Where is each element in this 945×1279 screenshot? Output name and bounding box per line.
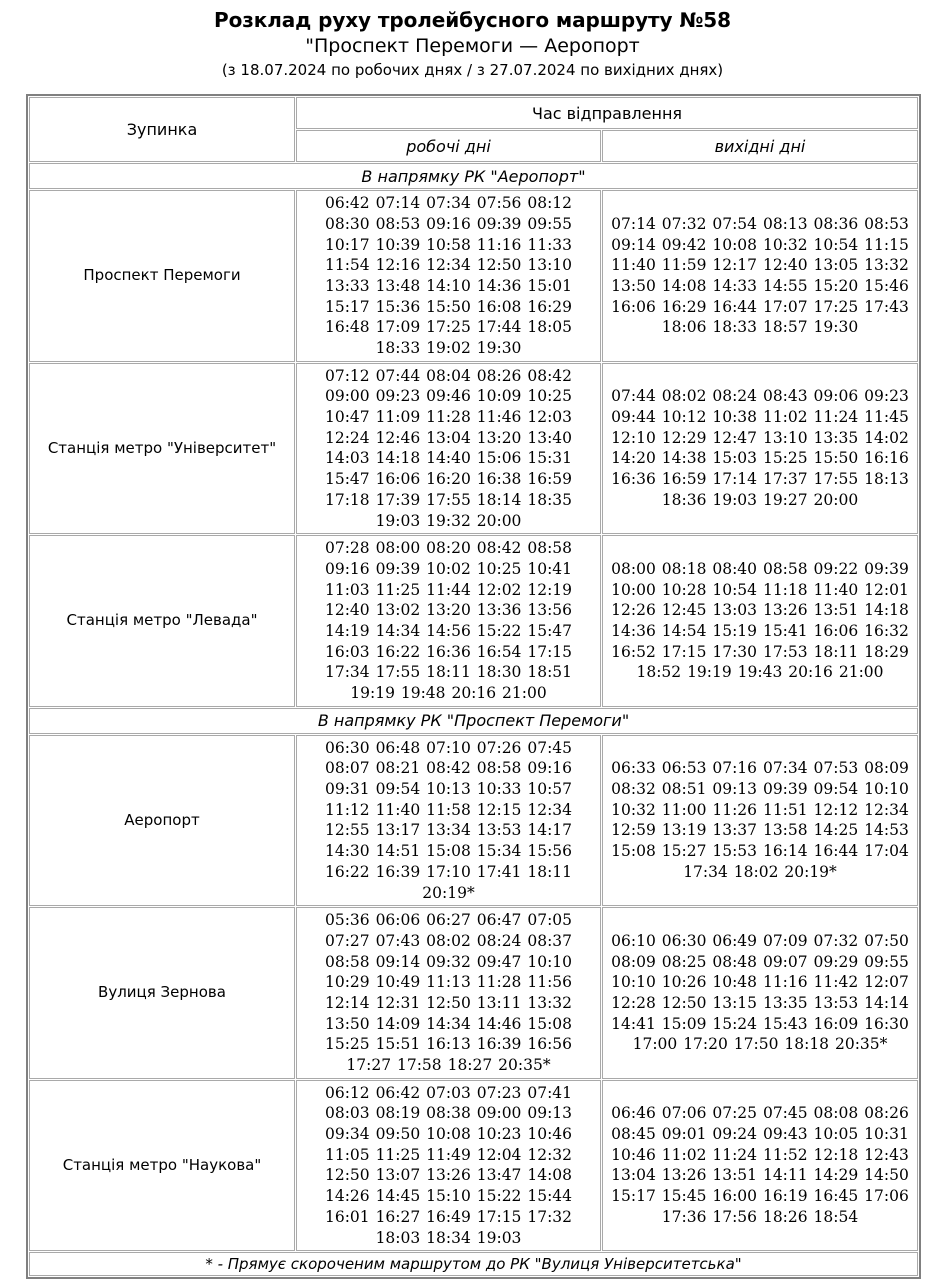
route-name: "Проспект Перемоги — Аеропорт — [305, 35, 640, 57]
direction-header-row — [29, 708, 918, 734]
weekday-times-cell: 06:42 07:14 07:34 07:56 08:12 08:30 08:53 09:16 09:39 09:55 10:17 10:39 10:58 11:16 11:33 11:54 12:16 12:34 12:50 13:10 13:33 13:48 14:10 14:36 15:01 15:17 15:36 15:50 16:08 16:29 16:48 17:09 17:25 17:44 18:05 18:33 19:02 19:30 — [296, 190, 601, 362]
direction-label: В напрямку РК "Аеропорт" — [29, 163, 918, 189]
title-block — [0, 0, 945, 80]
weekend-times-cell: 06:46 07:06 07:25 07:45 08:08 08:26 08:45 09:01 09:24 09:43 10:05 10:31 10:46 11:02 11:24 11:52 12:18 12:43 13:04 13:26 13:51 14:11 14:29 14:50 15:17 15:45 16:00 16:19 16:45 17:06 17:36 17:56 18:26 18:54 — [602, 1080, 918, 1252]
direction-header-row — [29, 163, 918, 189]
weekday-times-cell: 06:12 06:42 07:03 07:23 07:41 08:03 08:19 08:38 09:00 09:13 09:34 09:50 10:08 10:23 10:46 11:05 11:25 11:49 12:04 12:32 12:50 13:07 13:26 13:47 14:08 14:26 14:45 15:10 15:22 15:44 16:01 16:27 16:49 17:15 17:32 18:03 18:34 19:03 — [296, 1080, 601, 1252]
column-header-weekend: вихідні дні — [602, 130, 918, 162]
weekday-times-cell: 06:30 06:48 07:10 07:26 07:45 08:07 08:21 08:42 08:58 09:16 09:31 09:54 10:13 10:33 10:57 11:12 11:40 11:58 12:15 12:34 12:55 13:17 13:34 13:53 14:17 14:30 14:51 15:08 15:34 15:56 16:22 16:39 17:10 17:41 18:11 20:19* — [296, 735, 601, 907]
table-row — [29, 535, 918, 707]
page-title: Розклад руху тролейбусного маршруту №58 — [214, 8, 731, 32]
stop-name-cell: Вулиця Зернова — [29, 907, 295, 1079]
column-header-weekday: робочі дні — [296, 130, 601, 162]
table-row — [29, 363, 918, 535]
direction-label: В напрямку РК "Проспект Перемоги" — [29, 708, 918, 734]
validity-note: (з 18.07.2024 по робочих днях / з 27.07.2024 по вихідних днях) — [221, 60, 724, 79]
stop-name-cell: Станція метро "Левада" — [29, 535, 295, 707]
weekday-times-cell: 05:36 06:06 06:27 06:47 07:05 07:27 07:43 08:02 08:24 08:37 08:58 09:14 09:32 09:47 10:10 10:29 10:49 11:13 11:28 11:56 12:14 12:31 12:50 13:11 13:32 13:50 14:09 14:34 14:46 15:08 15:25 15:51 16:13 16:39 16:56 17:27 17:58 18:27 20:35* — [296, 907, 601, 1079]
footnote-row — [29, 1252, 918, 1276]
weekend-times-cell: 08:00 08:18 08:40 08:58 09:22 09:39 10:00 10:28 10:54 11:18 11:40 12:01 12:26 12:45 13:03 13:26 13:51 14:18 14:36 14:54 15:19 15:41 16:06 16:32 16:52 17:15 17:30 17:53 18:11 18:29 18:52 19:19 19:43 20:16 21:00 — [602, 535, 918, 707]
table-row — [29, 735, 918, 907]
table-row — [29, 907, 918, 1079]
stop-name-cell: Станція метро "Наукова" — [29, 1080, 295, 1252]
weekend-times-cell: 07:44 08:02 08:24 08:43 09:06 09:23 09:44 10:12 10:38 11:02 11:24 11:45 12:10 12:29 12:47 13:10 13:35 14:02 14:20 14:38 15:03 15:25 15:50 16:16 16:36 16:59 17:14 17:37 17:55 18:13 18:36 19:03 19:27 20:00 — [602, 363, 918, 535]
schedule-table — [26, 94, 921, 1279]
weekend-times-cell: 06:10 06:30 06:49 07:09 07:32 07:50 08:09 08:25 08:48 09:07 09:29 09:55 10:10 10:26 10:48 11:16 11:42 12:07 12:28 12:50 13:15 13:35 13:53 14:14 14:41 15:09 15:24 15:43 16:09 16:30 17:00 17:20 17:50 18:18 20:35* — [602, 907, 918, 1079]
weekend-times-cell: 07:14 07:32 07:54 08:13 08:36 08:53 09:14 09:42 10:08 10:32 10:54 11:15 11:40 11:59 12:17 12:40 13:05 13:32 13:50 14:08 14:33 14:55 15:20 15:46 16:06 16:29 16:44 17:07 17:25 17:43 18:06 18:33 18:57 19:30 — [602, 190, 918, 362]
weekday-times-cell: 07:28 08:00 08:20 08:42 08:58 09:16 09:39 10:02 10:25 10:41 11:03 11:25 11:44 12:02 12:19 12:40 13:02 13:20 13:36 13:56 14:19 14:34 14:56 15:22 15:47 16:03 16:22 16:36 16:54 17:15 17:34 17:55 18:11 18:30 18:51 19:19 19:48 20:16 21:00 — [296, 535, 601, 707]
weekend-times-cell: 06:33 06:53 07:16 07:34 07:53 08:09 08:32 08:51 09:13 09:39 09:54 10:10 10:32 11:00 11:26 11:51 12:12 12:34 12:59 13:19 13:37 13:58 14:25 14:53 15:08 15:27 15:53 16:14 16:44 17:04 17:34 18:02 20:19* — [602, 735, 918, 907]
stop-name-cell: Аеропорт — [29, 735, 295, 907]
footnote-text: * - Прямує скороченим маршрутом до РК "Вулиця Університетська" — [29, 1252, 918, 1276]
table-row — [29, 190, 918, 362]
column-header-departure-time: Час відправлення — [296, 97, 918, 129]
weekday-times-cell: 07:12 07:44 08:04 08:26 08:42 09:00 09:23 09:46 10:09 10:25 10:47 11:09 11:28 11:46 12:03 12:24 12:46 13:04 13:20 13:40 14:03 14:18 14:40 15:06 15:31 15:47 16:06 16:20 16:38 16:59 17:18 17:39 17:55 18:14 18:35 19:03 19:32 20:00 — [296, 363, 601, 535]
stop-name-cell: Станція метро "Університет" — [29, 363, 295, 535]
schedule-table-wrapper — [0, 94, 945, 1279]
column-header-stop: Зупинка — [29, 97, 295, 162]
table-header-row-top — [29, 97, 918, 129]
table-row — [29, 1080, 918, 1252]
stop-name-cell: Проспект Перемоги — [29, 190, 295, 362]
